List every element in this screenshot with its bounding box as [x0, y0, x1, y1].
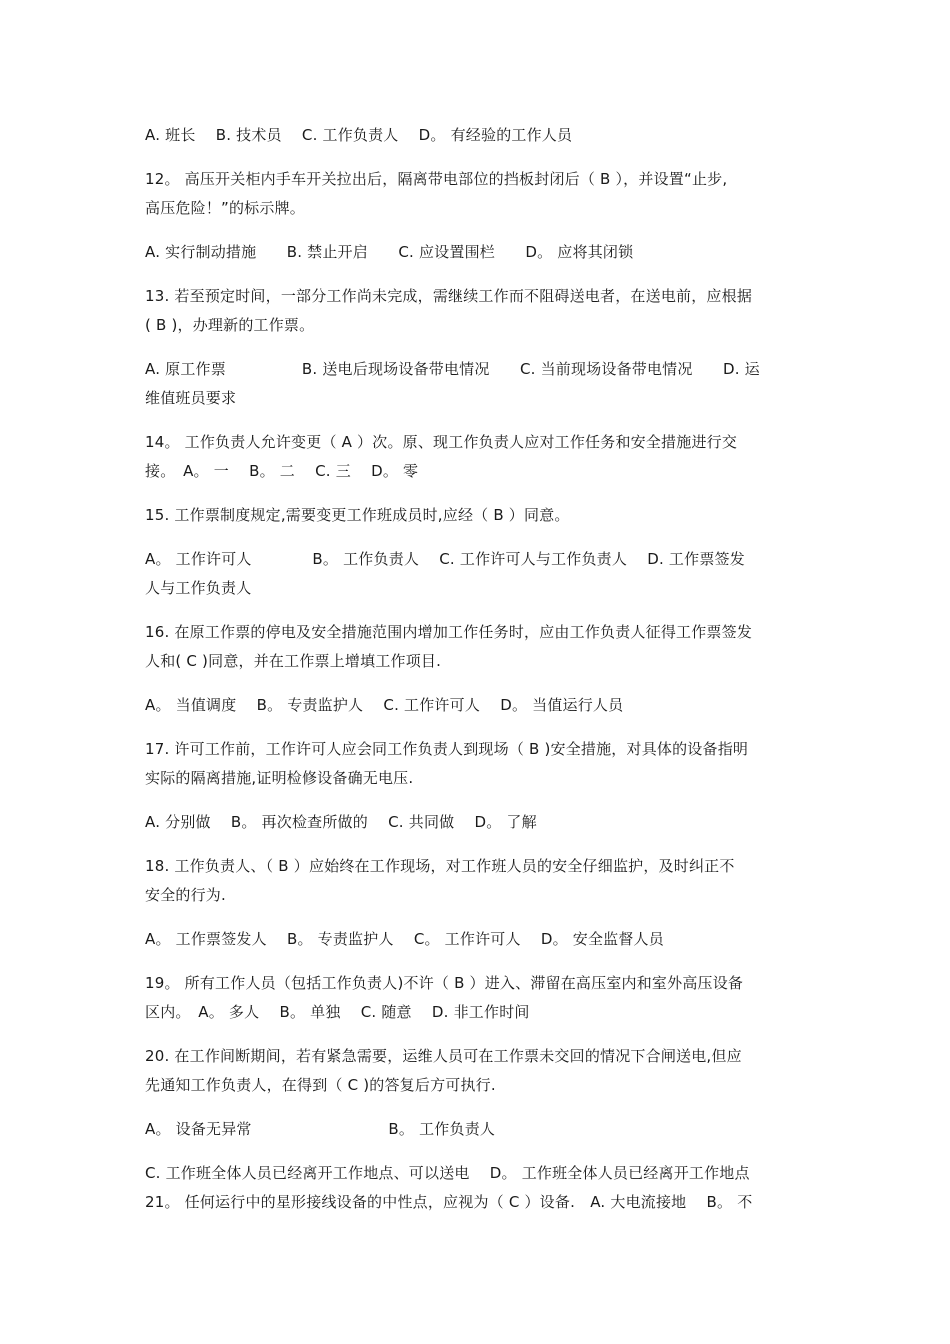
question-13-line-2: ( B )，办理新的工作票。	[145, 316, 315, 334]
option-line-q13-1: A. 原工作票 B. 送电后现场设备带电情况 C. 当前现场设备带电情况 D. 运	[145, 360, 760, 378]
question-20-line-1: 20. 在工作间断期间，若有紧急需要，运维人员可在工作票未交回的情况下合闸送电,但应	[145, 1047, 742, 1065]
question-12-line-2: 高压危险！”的标示牌。	[145, 199, 305, 217]
question-18-line-2: 安全的行为.	[145, 886, 226, 904]
question-14-line-1: 14。 工作负责人允许变更（ A ）次。原、现工作负责人应对工作任务和安全措施进行交	[145, 433, 738, 451]
option-line-q12: A. 实行制动措施 B. 禁止开启 C. 应设置围栏 D。 应将其闭锁	[145, 243, 634, 261]
question-17-line-2: 实际的隔离措施,证明检修设备确无电压.	[145, 769, 414, 787]
option-line-q17: A. 分别做 B。 再次检查所做的 C. 共同做 D。 了解	[145, 813, 537, 831]
option-line-q20-2: C. 工作班全体人员已经离开工作地点、可以送电 D。 工作班全体人员已经离开工作地点	[145, 1164, 750, 1182]
option-line-q20-1: A。 设备无异常 B。 工作负责人	[145, 1120, 496, 1138]
question-19-line-1: 19。 所有工作人员（包括工作负责人)不许（ B ）进入、滞留在高压室内和室外高压设备	[145, 974, 744, 992]
question-16-line-2: 人和( C )同意，并在工作票上增填工作项目.	[145, 652, 442, 670]
document-body	[145, 121, 807, 1217]
question-20-line-2: 先通知工作负责人，在得到（ C )的答复后方可执行.	[145, 1076, 496, 1094]
question-15-line-1: 15. 工作票制度规定,需要变更工作班成员时,应经（ B ）同意。	[145, 506, 570, 524]
option-line-q15-1: A。 工作许可人 B。 工作负责人 C. 工作许可人与工作负责人 D. 工作票签发	[145, 550, 745, 568]
option-line-q11: A. 班长 B. 技术员 C. 工作负责人 D。 有经验的工作人员	[145, 126, 573, 144]
option-line-q18: A。 工作票签发人 B。 专责监护人 C。 工作许可人 D。 安全监督人员	[145, 930, 664, 948]
question-19-line-2: 区内。 A。 多人 B。 单独 C. 随意 D. 非工作时间	[145, 1003, 530, 1021]
question-18-line-1: 18. 工作负责人、（ B ）应始终在工作现场，对工作班人员的安全仔细监护，及时纠正不	[145, 857, 735, 875]
option-line-q15-2: 人与工作负责人	[145, 579, 252, 597]
option-line-q16: A。 当值调度 B。 专责监护人 C. 工作许可人 D。 当值运行人员	[145, 696, 624, 714]
question-17-line-1: 17. 许可工作前，工作许可人应会同工作负责人到现场（ B )安全措施，对具体的设备指明	[145, 740, 749, 758]
question-13-line-1: 13. 若至预定时间，一部分工作尚未完成，需继续工作而不阻碍送电者，在送电前，应根据	[145, 287, 753, 305]
question-16-line-1: 16. 在原工作票的停电及安全措施范围内增加工作任务时，应由工作负责人征得工作票签发	[145, 623, 753, 641]
option-line-q13-2: 维值班员要求	[145, 389, 237, 407]
question-12-line-1: 12。 高压开关柜内手车开关拉出后，隔离带电部位的挡板封闭后（ B ），并设置“止步,	[145, 170, 728, 188]
question-21-line-1: 21。 任何运行中的星形接线设备的中性点，应视为（ C ）设备. A. 大电流接地 B。 不	[145, 1193, 753, 1211]
question-14-line-2: 接。 A。 一 B。 二 C. 三 D。 零	[145, 462, 419, 480]
